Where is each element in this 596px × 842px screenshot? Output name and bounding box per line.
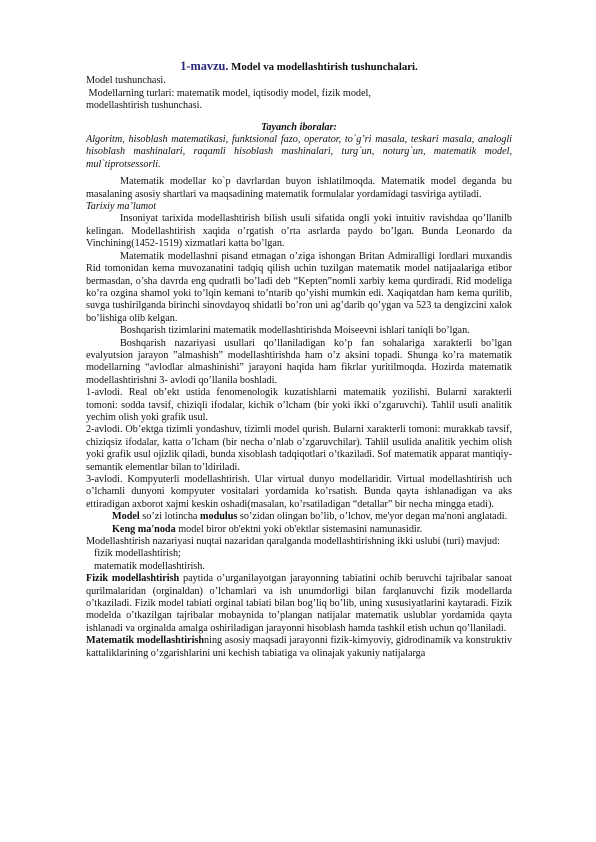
paragraph-physical-modeling — [86, 573, 512, 635]
paragraph-admiralty: Matematik modellashni pisand etmagan o’ziga ishongan Britan Admiralligi lordlari muxandis Rid tomonidan kema muvozanatini tadqiq qilish uchin tuzilgan matematik model natijaalariga etibor bermasdan, o’sha davrda eng qudratli bo’ladi deb “Kepten”nomli xarbiy kema qurdiradi. Rid modeliga ko’ra ozgina shamol yoki to’lqin kemani to’ntarib qo’yishi mumkin edi. Xaqiqatdan ham kema qurilib, suvga tushirilganda birinchi sinovdayoq shidatli bo’ron uni ag’darib qo’ygan va 523 ta dengizcini xalok bo’lishiga olib kelgan. — [86, 250, 512, 324]
mat-def: ning asosiy maqsadi jarayonni fizik-kimyoviy, gidrodinamik va konstruktiv kattaliklarining o’zgarishlarini uni kechish tabiatiga va olinajak yakuniy natijalarga — [86, 635, 512, 659]
document-title — [86, 60, 512, 74]
fizik-term: Fizik modellashtirish — [86, 573, 180, 585]
keywords-text: Algoritm, hisoblash matematikasi, funktsional fazo, operator, to`g’ri masala, teskari masala, analogli hisoblash mashinalari, raqamli hisoblash mashinalari, turg`un, noturg`un, matematik model, mul`tiprotsessorli. — [86, 134, 512, 170]
model-def-part2: so’zidan olingan bo’lib, o’lchov, me'yor degan ma'noni anglatadi. — [237, 511, 508, 523]
outline-item: Modellarning turlari: matematik model, iqtisodiy model, fizik model, — [86, 87, 371, 99]
history-label: Tarixiy ma’lumot — [86, 201, 157, 213]
document-page — [86, 60, 512, 660]
paragraph-moiseev: Boshqarish tizimlarini matematik modellashtirishda Moiseevni ishlari taniqli bo’lgan. — [120, 325, 470, 337]
mat-term: Matematik modellashtirish — [86, 635, 205, 647]
generation-2: 2-avlodi. Ob’ektga tizimli yondashuv, tizimli model qurish. Bularni xarakterli tomoni: murakkab tavsif, chiziqsiz ifodalar, katta o’lcham (bir necha o’nlab o’zgaruvchilar). Tahlil usulida analitik yechim olish yoki grafik usul ojizlik qiladi, bunda xisoblash tadqiqotlari o’tkaziladi. Sof matematik apparat mantiqiy-semantik elementlar bilan to’ldiriladi. — [86, 424, 512, 473]
title-number: 1-mavzu. — [180, 59, 229, 73]
outline-item: modellashtirish tushunchasi. — [86, 100, 203, 112]
paragraph-history: Insoniyat tarixida modellashtirish bilish usuli sifatida ongli yoki intuitiv ravishdaa qo’llanilb kelingan. Modellashtirish xaqida o’rgatish o’rta asrlarda paydo bo’lgan. Bunda Leonardo da Vinchining(1452-1519) xizmatlari katta bo’lgan. — [86, 213, 512, 250]
keywords-heading: Tayanch iboralar: — [261, 121, 337, 133]
modulus-term: modulus — [200, 511, 238, 523]
keng-def: model biror ob'ektni yoki ob'ektlar sistemasini namunasidir. — [175, 523, 423, 535]
outline-item: Model tushunchasi. — [86, 75, 166, 87]
paragraph-evolution: Boshqarish nazariyasi usullari qo’llaniladigan ko’p fan sohalariga xarakterli bo’lgan evalyutsion jarayon ”almashish” modellashtirishda ham o’z aksini topadi. Shunga ko’ra matematik modellarning “avlodlar almashinishi” jarayoni haqida ham fikrlar yuritilmoqda. Hozirda matematik modellashtirishni 3- avlodi qo’llanila boshladi. — [86, 337, 512, 386]
paragraph-intro: Matematik modellar ko`p davrlardan buyon ishlatilmoqda. Matematik model deganda bu masalaning asosiy shartlari va maqsadining matematik formulalar yordamidagi tasviriga aytiladi. — [86, 176, 512, 200]
keng-term: Keng ma'noda — [112, 523, 176, 535]
generation-3: 3-avlodi. Kompyuterli modellashtirish. Ular virtual dunyo modellaridir. Virtual modellashtirish uch o’lchamli dunyoni kompyuter vositalari yordamida ko’rsatish. Bunda qayta ishlanadigan va aks ettiradigan axborot xajmi keskin oshadi(masalan, ko’rsatiladigan “detallar” bir necha mingga etadi). — [86, 474, 512, 510]
model-term: Model — [112, 511, 140, 523]
class-item: matematik modellashtirish. — [94, 560, 205, 572]
paragraph-broad-sense — [86, 524, 512, 536]
generation-1: 1-avlodi. Real ob’ekt ustida fenomenologik kuzatishlarni matematik yozilishi. Bularni xarakterli tomoni: sodda tavsif, chiziqli ifodalar, kichik o’lcham (bir yoki ikki o’zgaruvchi). Tahlil usuli analitik yechim olish yoki grafik usul. — [86, 387, 512, 423]
class-item: fizik modellashtirish; — [94, 548, 181, 560]
paragraph-classes-intro: Modellashtirish nazariyasi nuqtai nazaridan qaralganda modellashtirishning ikki uslubi (turi) mavjud: — [86, 536, 500, 548]
paragraph-math-modeling — [86, 635, 512, 660]
model-def-part: so’zi lotincha — [139, 511, 200, 523]
fizik-def: paytida o’urganilayotgan jarayonning tabiatini ochib beruvchi tajribalar sanoat qurilmalaridan (orginaldan) o’lchamlari va ish unumdorligi bilan farqlanuvchi fizik modellarda o’tkaziladi. Fizik model tabiati orginal tabiati bilan bog’liq bo’lib, uning xususiyatlarini kaytaradi. Fizik modelda o’tkazilgan tajribalar mobaynida to’plangan natijalar matematik uslublar yordamida qayta ishlanadi va orginalda amalga oshiriladigan jarayonni hisoblash hamda tashkil etish uchun qo’llaniladi. — [86, 573, 512, 634]
title-text: Model va modellashtirish tushunchalari. — [228, 61, 418, 73]
paragraph-model-definition — [86, 511, 512, 523]
